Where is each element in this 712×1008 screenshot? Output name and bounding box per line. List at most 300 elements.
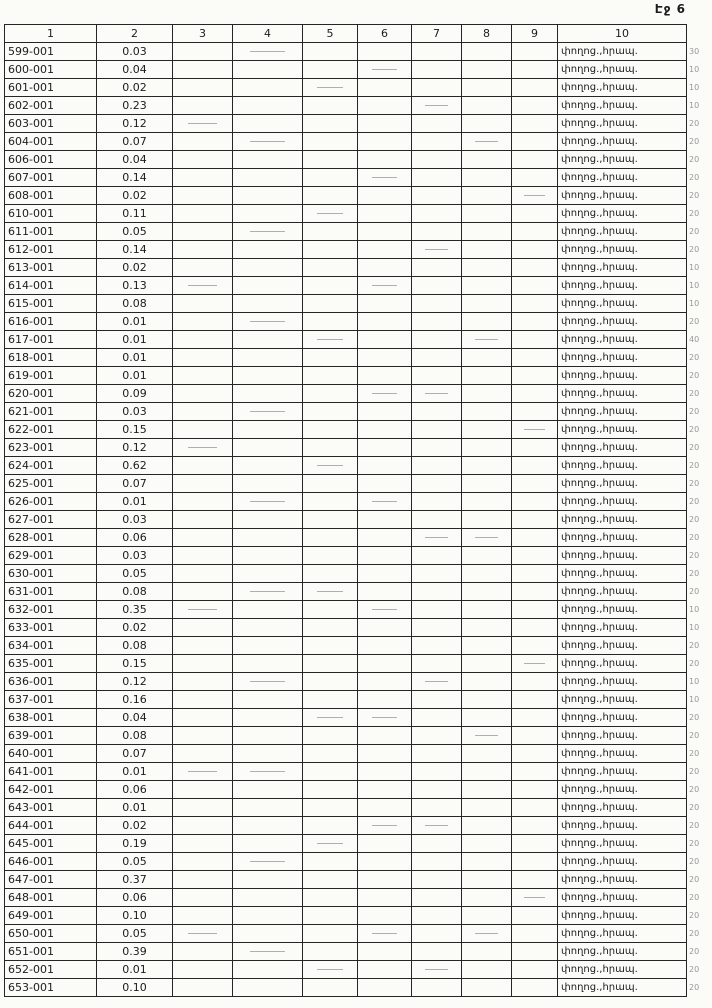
empty-cell (412, 475, 462, 493)
header-row (5, 25, 687, 43)
empty-cell (462, 385, 512, 403)
empty-cell (358, 565, 412, 583)
empty-cell (358, 871, 412, 889)
margin-mark: 20 (689, 515, 700, 524)
empty-cell (303, 511, 358, 529)
empty-cell (303, 295, 358, 313)
value-cell: 0.03 (97, 43, 173, 61)
empty-cell (173, 907, 233, 925)
empty-cell (462, 61, 512, 79)
empty-cell (358, 277, 412, 295)
category-cell: փողոց.,հրապ. (558, 115, 687, 133)
margin-mark: 20 (689, 425, 700, 434)
empty-cell (173, 61, 233, 79)
margin-mark: 20 (689, 497, 700, 506)
empty-cell (462, 151, 512, 169)
margin-mark: 20 (689, 119, 700, 128)
table-header (5, 25, 687, 43)
empty-cell (462, 871, 512, 889)
empty-cell (512, 133, 558, 151)
empty-cell (412, 691, 462, 709)
empty-cell (303, 907, 358, 925)
empty-cell (412, 871, 462, 889)
row-id-cell: 618-001 (5, 349, 97, 367)
margin-mark: 20 (689, 857, 700, 866)
empty-cell (233, 457, 303, 475)
empty-cell (173, 583, 233, 601)
table-row (5, 367, 687, 385)
value-cell: 0.10 (97, 979, 173, 997)
empty-cell (358, 79, 412, 97)
row-id-cell: 612-001 (5, 241, 97, 259)
row-id-cell: 622-001 (5, 421, 97, 439)
empty-cell (462, 853, 512, 871)
empty-cell (303, 169, 358, 187)
empty-cell (233, 223, 303, 241)
empty-cell (358, 349, 412, 367)
table-row (5, 115, 687, 133)
row-id-cell: 627-001 (5, 511, 97, 529)
value-cell: 0.08 (97, 295, 173, 313)
row-id-cell: 648-001 (5, 889, 97, 907)
margin-mark: 20 (689, 731, 700, 740)
value-cell: 0.01 (97, 349, 173, 367)
value-cell: 0.06 (97, 889, 173, 907)
margin-mark: 20 (689, 785, 700, 794)
empty-cell (303, 817, 358, 835)
value-cell: 0.08 (97, 637, 173, 655)
empty-cell (233, 547, 303, 565)
empty-cell (173, 151, 233, 169)
empty-cell (462, 817, 512, 835)
margin-mark: 20 (689, 551, 700, 560)
empty-cell (462, 241, 512, 259)
empty-cell (512, 817, 558, 835)
empty-cell (358, 655, 412, 673)
category-cell: փողոց.,հրապ. (558, 331, 687, 349)
empty-cell (462, 79, 512, 97)
value-cell: 0.37 (97, 871, 173, 889)
empty-cell (303, 547, 358, 565)
empty-cell (462, 439, 512, 457)
category-cell: փողոց.,հրապ. (558, 745, 687, 763)
empty-cell (233, 979, 303, 997)
empty-cell (173, 97, 233, 115)
empty-cell (358, 763, 412, 781)
table-row (5, 313, 687, 331)
empty-cell (462, 961, 512, 979)
column-header: 2 (97, 25, 173, 43)
empty-cell (303, 421, 358, 439)
category-cell: փողոց.,հրապ. (558, 457, 687, 475)
empty-cell (462, 313, 512, 331)
margin-mark: 30 (689, 47, 700, 56)
empty-cell (233, 961, 303, 979)
row-id-cell: 617-001 (5, 331, 97, 349)
margin-mark: 20 (689, 767, 700, 776)
margin-mark: 20 (689, 893, 700, 902)
empty-cell (173, 619, 233, 637)
empty-cell (462, 601, 512, 619)
empty-cell (173, 565, 233, 583)
empty-cell (462, 889, 512, 907)
empty-cell (233, 43, 303, 61)
empty-cell (233, 745, 303, 763)
empty-cell (233, 529, 303, 547)
empty-cell (173, 781, 233, 799)
empty-cell (358, 493, 412, 511)
empty-cell (233, 313, 303, 331)
row-id-cell: 649-001 (5, 907, 97, 925)
table-row (5, 709, 687, 727)
table-row (5, 637, 687, 655)
empty-cell (173, 79, 233, 97)
empty-cell (412, 223, 462, 241)
empty-cell (412, 673, 462, 691)
table-row (5, 79, 687, 97)
column-header: 6 (358, 25, 412, 43)
empty-cell (512, 277, 558, 295)
table-row (5, 493, 687, 511)
empty-cell (173, 493, 233, 511)
empty-cell (412, 43, 462, 61)
row-id-cell: 644-001 (5, 817, 97, 835)
empty-cell (412, 565, 462, 583)
column-header: 5 (303, 25, 358, 43)
category-cell: փողոց.,հրապ. (558, 709, 687, 727)
empty-cell (512, 637, 558, 655)
empty-cell (303, 403, 358, 421)
empty-cell (462, 799, 512, 817)
empty-cell (358, 925, 412, 943)
table-row (5, 241, 687, 259)
value-cell: 0.02 (97, 259, 173, 277)
value-cell: 0.12 (97, 439, 173, 457)
empty-cell (512, 295, 558, 313)
empty-cell (462, 529, 512, 547)
table-row (5, 385, 687, 403)
empty-cell (412, 277, 462, 295)
empty-cell (303, 151, 358, 169)
empty-cell (462, 655, 512, 673)
value-cell: 0.15 (97, 655, 173, 673)
empty-cell (173, 961, 233, 979)
empty-cell (358, 547, 412, 565)
category-cell: փողոց.,հրապ. (558, 133, 687, 151)
empty-cell (233, 511, 303, 529)
empty-cell (512, 601, 558, 619)
empty-cell (233, 421, 303, 439)
empty-cell (173, 349, 233, 367)
empty-cell (303, 61, 358, 79)
category-cell: փողոց.,հրապ. (558, 547, 687, 565)
empty-cell (412, 439, 462, 457)
empty-cell (412, 979, 462, 997)
empty-cell (462, 259, 512, 277)
table-row (5, 439, 687, 457)
table-row (5, 979, 687, 997)
table-row (5, 961, 687, 979)
empty-cell (512, 547, 558, 565)
empty-cell (512, 583, 558, 601)
empty-cell (462, 925, 512, 943)
empty-cell (233, 601, 303, 619)
empty-cell (303, 673, 358, 691)
margin-mark: 10 (689, 101, 700, 110)
empty-cell (303, 583, 358, 601)
empty-cell (462, 691, 512, 709)
margin-mark: 10 (689, 281, 700, 290)
category-cell: փողոց.,հրապ. (558, 943, 687, 961)
empty-cell (462, 835, 512, 853)
table-row (5, 943, 687, 961)
margin-mark: 20 (689, 371, 700, 380)
margin-mark: 20 (689, 911, 700, 920)
empty-cell (462, 403, 512, 421)
category-cell: փողոց.,հրապ. (558, 511, 687, 529)
value-cell: 0.04 (97, 151, 173, 169)
empty-cell (233, 133, 303, 151)
empty-cell (173, 511, 233, 529)
empty-cell (512, 727, 558, 745)
empty-cell (512, 349, 558, 367)
empty-cell (358, 637, 412, 655)
empty-cell (173, 655, 233, 673)
margin-mark: 20 (689, 137, 700, 146)
empty-cell (512, 655, 558, 673)
value-cell: 0.05 (97, 853, 173, 871)
table-row (5, 169, 687, 187)
row-id-cell: 621-001 (5, 403, 97, 421)
empty-cell (512, 79, 558, 97)
row-id-cell: 638-001 (5, 709, 97, 727)
empty-cell (303, 799, 358, 817)
margin-mark: 20 (689, 173, 700, 182)
empty-cell (512, 151, 558, 169)
table-row (5, 331, 687, 349)
empty-cell (512, 619, 558, 637)
empty-cell (233, 367, 303, 385)
value-cell: 0.10 (97, 907, 173, 925)
column-header: 7 (412, 25, 462, 43)
empty-cell (412, 61, 462, 79)
empty-cell (303, 475, 358, 493)
empty-cell (412, 763, 462, 781)
empty-cell (512, 115, 558, 133)
empty-cell (358, 961, 412, 979)
empty-cell (173, 745, 233, 763)
empty-cell (233, 349, 303, 367)
value-cell: 0.01 (97, 367, 173, 385)
empty-cell (358, 295, 412, 313)
value-cell: 0.01 (97, 799, 173, 817)
empty-cell (358, 403, 412, 421)
empty-cell (412, 727, 462, 745)
category-cell: փողոց.,հրապ. (558, 169, 687, 187)
value-cell: 0.07 (97, 745, 173, 763)
empty-cell (412, 133, 462, 151)
margin-mark: 10 (689, 605, 700, 614)
empty-cell (303, 115, 358, 133)
empty-cell (233, 493, 303, 511)
empty-cell (462, 457, 512, 475)
table-row (5, 61, 687, 79)
row-id-cell: 606-001 (5, 151, 97, 169)
empty-cell (173, 943, 233, 961)
value-cell: 0.05 (97, 925, 173, 943)
empty-cell (412, 817, 462, 835)
empty-cell (173, 799, 233, 817)
empty-cell (358, 223, 412, 241)
empty-cell (303, 871, 358, 889)
category-cell: փողոց.,հրապ. (558, 475, 687, 493)
row-id-cell: 632-001 (5, 601, 97, 619)
margin-mark: 20 (689, 407, 700, 416)
empty-cell (412, 79, 462, 97)
category-cell: փողոց.,հրապ. (558, 223, 687, 241)
value-cell: 0.19 (97, 835, 173, 853)
row-id-cell: 636-001 (5, 673, 97, 691)
empty-cell (512, 403, 558, 421)
empty-cell (512, 421, 558, 439)
table-row (5, 925, 687, 943)
empty-cell (412, 385, 462, 403)
category-cell: փողոց.,հրապ. (558, 565, 687, 583)
empty-cell (358, 259, 412, 277)
margin-mark: 20 (689, 191, 700, 200)
empty-cell (462, 907, 512, 925)
empty-cell (462, 421, 512, 439)
empty-cell (233, 799, 303, 817)
empty-cell (512, 961, 558, 979)
margin-mark: 20 (689, 317, 700, 326)
row-id-cell: 634-001 (5, 637, 97, 655)
table-row (5, 565, 687, 583)
table-row (5, 835, 687, 853)
value-cell: 0.01 (97, 313, 173, 331)
empty-cell (173, 835, 233, 853)
empty-cell (233, 889, 303, 907)
empty-cell (303, 691, 358, 709)
category-cell: փողոց.,հրապ. (558, 637, 687, 655)
empty-cell (512, 871, 558, 889)
margin-mark: 20 (689, 713, 700, 722)
empty-cell (358, 979, 412, 997)
category-cell: փողոց.,հրապ. (558, 421, 687, 439)
empty-cell (462, 493, 512, 511)
margin-mark: 10 (689, 299, 700, 308)
value-cell: 0.02 (97, 187, 173, 205)
table-row (5, 223, 687, 241)
empty-cell (412, 493, 462, 511)
empty-cell (412, 709, 462, 727)
empty-cell (512, 673, 558, 691)
table-row (5, 529, 687, 547)
margin-mark: 20 (689, 839, 700, 848)
empty-cell (303, 241, 358, 259)
empty-cell (303, 925, 358, 943)
row-id-cell: 633-001 (5, 619, 97, 637)
empty-cell (512, 61, 558, 79)
category-cell: փողոց.,հրապ. (558, 277, 687, 295)
column-header: 1 (5, 25, 97, 43)
empty-cell (358, 799, 412, 817)
value-cell: 0.05 (97, 223, 173, 241)
empty-cell (358, 943, 412, 961)
table-row (5, 403, 687, 421)
value-cell: 0.03 (97, 547, 173, 565)
margin-mark: 20 (689, 803, 700, 812)
empty-cell (512, 313, 558, 331)
empty-cell (303, 529, 358, 547)
empty-cell (358, 529, 412, 547)
empty-cell (358, 601, 412, 619)
empty-cell (173, 277, 233, 295)
row-id-cell: 651-001 (5, 943, 97, 961)
empty-cell (512, 979, 558, 997)
empty-cell (412, 403, 462, 421)
empty-cell (173, 673, 233, 691)
category-cell: փողոց.,հրապ. (558, 853, 687, 871)
empty-cell (303, 439, 358, 457)
empty-cell (303, 601, 358, 619)
row-id-cell: 650-001 (5, 925, 97, 943)
value-cell: 0.14 (97, 169, 173, 187)
empty-cell (173, 223, 233, 241)
empty-cell (412, 331, 462, 349)
empty-cell (412, 781, 462, 799)
empty-cell (512, 331, 558, 349)
empty-cell (233, 277, 303, 295)
empty-cell (303, 853, 358, 871)
empty-cell (173, 169, 233, 187)
empty-cell (358, 187, 412, 205)
row-id-cell: 614-001 (5, 277, 97, 295)
row-id-cell: 624-001 (5, 457, 97, 475)
category-cell: փողոց.,հրապ. (558, 385, 687, 403)
empty-cell (233, 205, 303, 223)
category-cell: փողոց.,հրապ. (558, 43, 687, 61)
empty-cell (462, 367, 512, 385)
table-row (5, 745, 687, 763)
row-id-cell: 626-001 (5, 493, 97, 511)
category-cell: փողոց.,հրապ. (558, 259, 687, 277)
empty-cell (173, 241, 233, 259)
table-row (5, 421, 687, 439)
empty-cell (462, 547, 512, 565)
empty-cell (512, 205, 558, 223)
empty-cell (303, 979, 358, 997)
row-id-cell: 629-001 (5, 547, 97, 565)
value-cell: 0.02 (97, 79, 173, 97)
margin-mark: 20 (689, 479, 700, 488)
row-id-cell: 620-001 (5, 385, 97, 403)
empty-cell (512, 493, 558, 511)
table-row (5, 151, 687, 169)
empty-cell (233, 925, 303, 943)
empty-cell (412, 187, 462, 205)
value-cell: 0.35 (97, 601, 173, 619)
empty-cell (412, 619, 462, 637)
value-cell: 0.01 (97, 493, 173, 511)
empty-cell (233, 475, 303, 493)
value-cell: 0.14 (97, 241, 173, 259)
category-cell: փողոց.,հրապ. (558, 439, 687, 457)
value-cell: 0.04 (97, 709, 173, 727)
empty-cell (462, 943, 512, 961)
empty-cell (173, 529, 233, 547)
empty-cell (412, 943, 462, 961)
